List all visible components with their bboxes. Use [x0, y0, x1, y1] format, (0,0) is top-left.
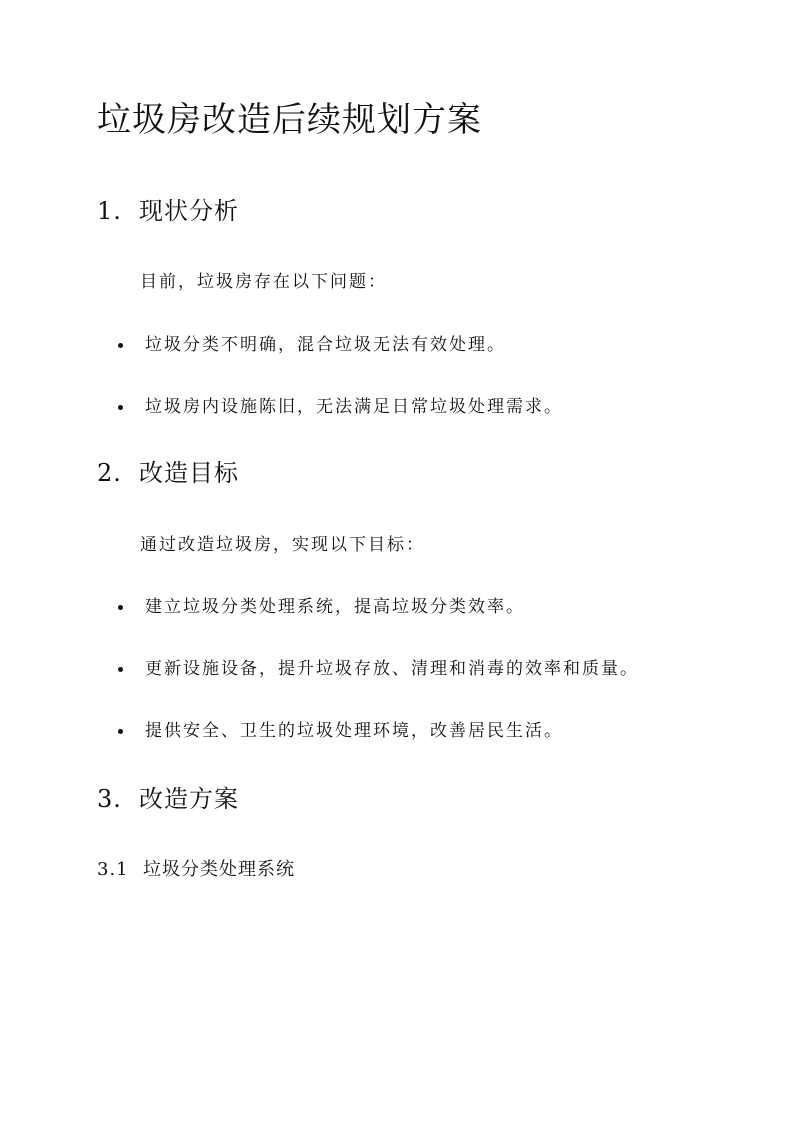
section-intro: 通过改造垃圾房，实现以下目标： [140, 535, 425, 555]
list-item [118, 394, 563, 420]
section-title: 改造目标 [139, 459, 239, 487]
section-number: 3. [97, 785, 122, 813]
list-item-text: 建立垃圾分类处理系统，提高垃圾分类效率。 [145, 597, 525, 617]
list-item [118, 656, 639, 682]
section-title: 改造方案 [139, 785, 239, 813]
list-item [118, 332, 506, 358]
list-item-text: 垃圾分类不明确，混合垃圾无法有效处理。 [145, 335, 506, 355]
section-title: 现状分析 [139, 197, 239, 225]
subsection-number: 3.1 [97, 859, 129, 880]
list-item-text: 垃圾房内设施陈旧，无法满足日常垃圾处理需求。 [145, 397, 563, 417]
bullet-icon [118, 405, 123, 410]
list-item [118, 594, 525, 620]
subsection-title: 垃圾分类处理系统 [143, 859, 295, 880]
bullet-icon [118, 667, 123, 672]
bullet-icon [118, 605, 123, 610]
section-heading-2 [97, 456, 239, 490]
section-heading-1 [97, 194, 239, 228]
section-heading-3 [97, 782, 239, 816]
section-intro: 目前，垃圾房存在以下问题： [140, 272, 387, 292]
bullet-icon [118, 343, 123, 348]
subsection-heading-3-1 [97, 857, 295, 883]
list-item-text: 更新设施设备，提升垃圾存放、清理和消毒的效率和质量。 [145, 659, 639, 679]
section-number: 1. [97, 197, 122, 225]
section-number: 2. [97, 459, 122, 487]
list-item [118, 718, 563, 744]
document-title: 垃圾房改造后续规划方案 [97, 100, 482, 140]
bullet-icon [118, 729, 123, 734]
list-item-text: 提供安全、卫生的垃圾处理环境，改善居民生活。 [145, 721, 563, 741]
